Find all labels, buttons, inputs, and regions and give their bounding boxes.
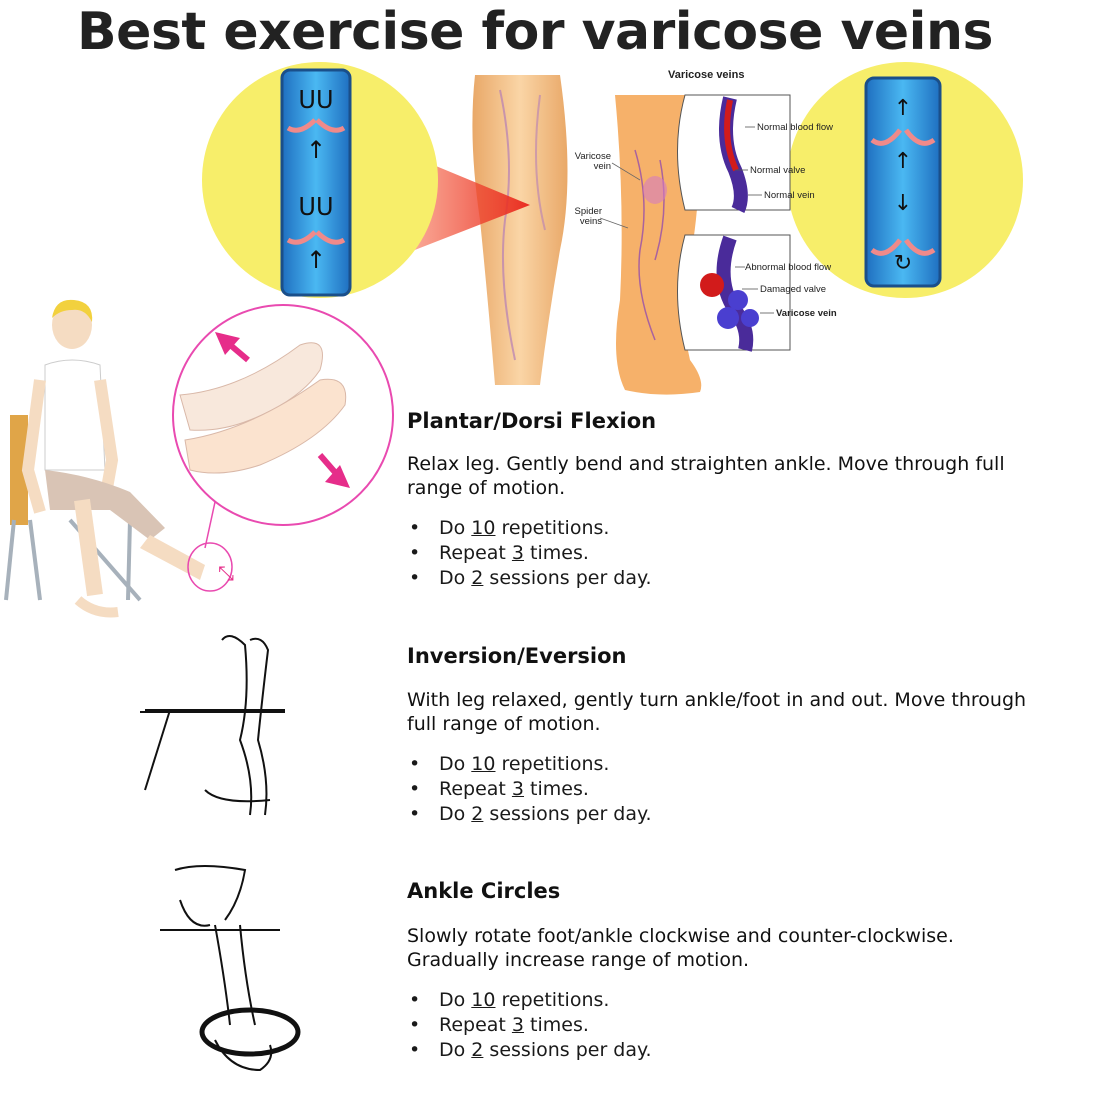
svg-text:↑: ↑ <box>305 136 327 164</box>
svg-text:ᑌᑌ: ᑌᑌ <box>298 86 334 114</box>
page-title: Best exercise for varicose veins <box>77 2 993 62</box>
svg-text:↑: ↑ <box>893 96 913 121</box>
exercise-1-description: Relax leg. Gently bend and straighten ankle. Move through full range of motion. <box>407 453 1005 499</box>
ankle-circles-drawing <box>160 866 298 1070</box>
exercise-1-heading: Plantar/Dorsi Flexion <box>407 409 657 433</box>
label-varicose-vein: Varicose vein <box>574 151 611 172</box>
exercise-3-heading: Ankle Circles <box>407 879 561 903</box>
left-vein-circle <box>202 62 438 298</box>
bullet-repetitions: • Do 10 repetitions. <box>407 516 652 541</box>
bullet-sessions: • Do 2 sessions per day. <box>407 566 652 591</box>
label-varicose-vein-detail: Varicose vein <box>776 308 837 319</box>
bullet-repeat: • Repeat 3 times. <box>407 541 652 566</box>
bullet-repetitions: • Do 10 repetitions. <box>407 752 652 777</box>
svg-text:↑: ↑ <box>305 246 327 274</box>
exercise-2-heading: Inversion/Eversion <box>407 644 627 668</box>
exercise-1-bullets <box>407 516 652 591</box>
svg-text:⤡: ⤡ <box>218 561 234 585</box>
svg-text:↑: ↑ <box>893 149 913 174</box>
label-normal-blood-flow: Normal blood flow <box>757 122 834 133</box>
label-spider-veins: Spider veins <box>574 206 602 227</box>
exercise-3-bullets <box>407 988 652 1063</box>
exercise-3-description: Slowly rotate foot/ankle clockwise and counter-clockwise. Gradually increase range of motion. <box>407 925 954 971</box>
inversion-eversion-drawing <box>140 636 285 815</box>
bullet-repeat: • Repeat 3 times. <box>407 777 652 802</box>
bullet-repetitions: • Do 10 repetitions. <box>407 988 652 1013</box>
bullet-repeat: • Repeat 3 times. <box>407 1013 652 1038</box>
label-normal-vein: Normal vein <box>764 190 815 201</box>
svg-text:ᑌᑌ: ᑌᑌ <box>298 193 334 221</box>
diagram-title: Varicose veins <box>668 69 745 81</box>
ankle-magnifier-circle <box>173 305 393 585</box>
label-abnormal-blood-flow: Abnormal blood flow <box>745 262 832 273</box>
exercise-2-description: With leg relaxed, gently turn ankle/foot in and out. Move through full range of motion. <box>407 689 1027 735</box>
leg-illustration <box>472 75 567 385</box>
svg-text:↻: ↻ <box>893 251 913 276</box>
svg-text:↓: ↓ <box>893 191 913 216</box>
label-damaged-valve: Damaged valve <box>760 284 827 295</box>
label-normal-valve: Normal valve <box>750 165 806 176</box>
exercise-2-bullets <box>407 752 652 827</box>
bullet-sessions: • Do 2 sessions per day. <box>407 802 652 827</box>
bullet-sessions: • Do 2 sessions per day. <box>407 1038 652 1063</box>
